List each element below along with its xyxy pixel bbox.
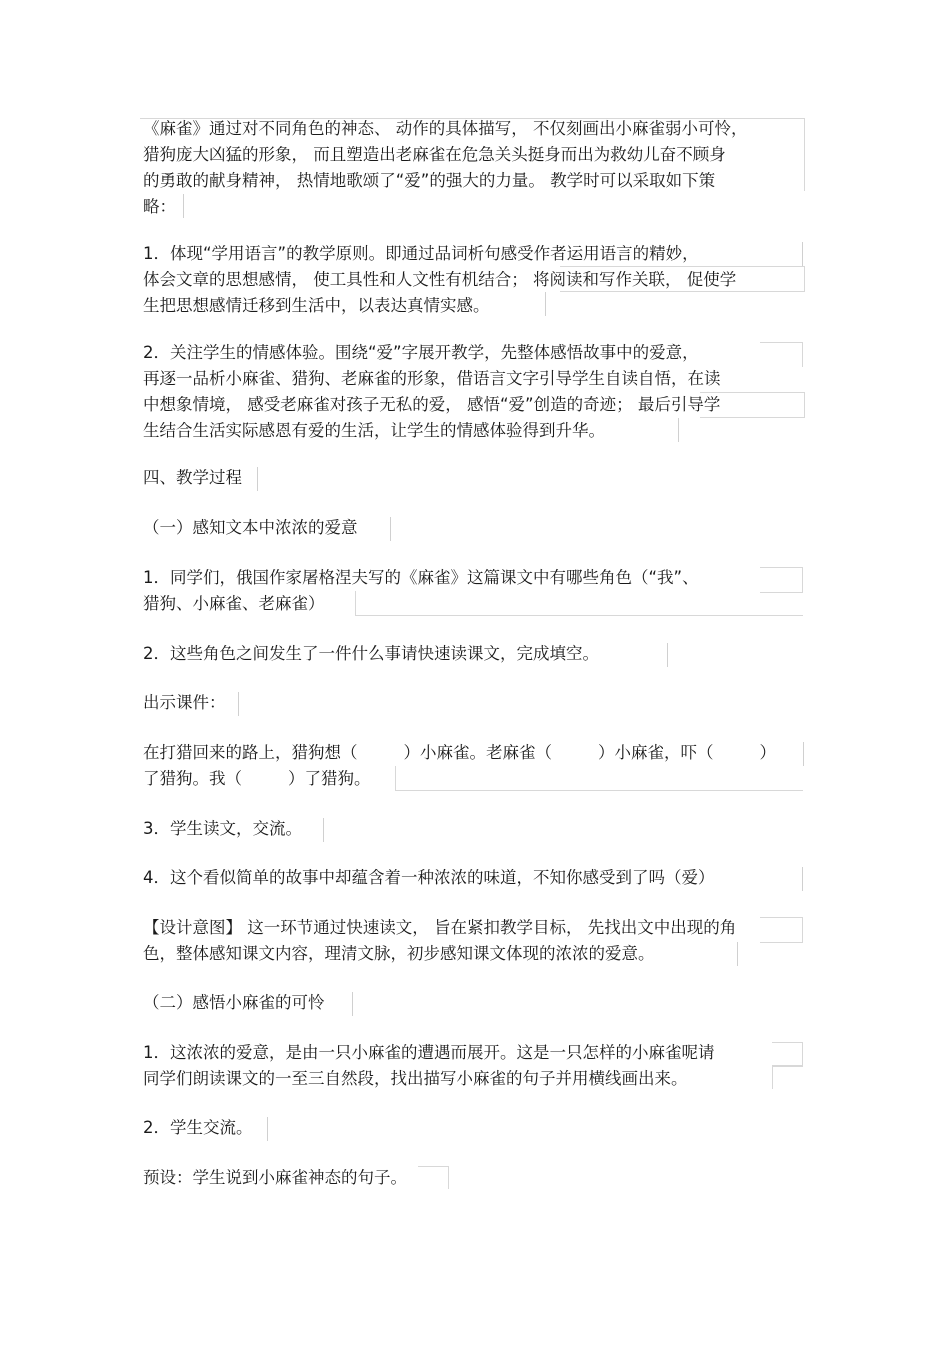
strategy-2-line-1: 2．关注学生的情感体验。围绕“爱”字展开教学，先整体感悟故事中的爱意， [143,343,699,362]
part-2-title: （二）感悟小麻雀的可怜 [143,993,325,1012]
part-1-question-2: 2．这些角色之间发生了一件什么事请快速读课文，完成填空。 [143,644,599,663]
part-1-question-1-line-1: 1．同学们，俄国作家屠格涅夫写的《麻雀》这篇课文中有哪些角色（“我”、 [143,568,699,587]
strategy-1-line-2: 体会文章的思想感情， 使工具性和人文性有机结合； 将阅读和写作关联， 促使学 [143,270,737,289]
part-1-question-3: 3．学生读文，交流。 [143,819,302,838]
strategy-2-line-3: 中想象情境， 感受老麻雀对孩子无私的爱， 感悟“爱”创造的奇迹； 最后引导学 [143,395,721,414]
section-4-title: 四、教学过程 [143,468,242,487]
strategy-2-paragraph [143,340,813,444]
part-2-question-1-line-2: 同学们朗读课文的一至三自然段，找出描写小麻雀的句子并用横线画出来。 [143,1069,688,1088]
strategy-2-line-4: 生结合生活实际感恩有爱的生活，让学生的情感体验得到升华。 [143,421,605,440]
part-1-question-1-line-2: 猎狗、小麻雀、老麻雀） [143,594,325,613]
intro-paragraph [143,116,813,220]
part-1-title: （一）感知文本中浓浓的爱意 [143,518,358,537]
design-intent-paragraph [143,915,813,967]
part-2-question-1-line-1: 1．这浓浓的爱意，是由一只小麻雀的遭遇而展开。这是一只怎样的小麻雀呢请 [143,1043,715,1062]
part-2-question-1 [143,1040,813,1092]
fill-blank-exercise [143,740,813,792]
courseware-label: 出示课件： [143,693,226,712]
strategy-1-paragraph [143,241,813,319]
intro-line-2: 猎狗庞大凶猛的形象， 而且塑造出老麻雀在危急关头挺身而出为救幼儿奋不顾身 [143,145,726,164]
strategy-1-line-3: 生把思想感情迁移到生活中，以表达真情实感。 [143,296,490,315]
preset-note: 预设：学生说到小麻雀神态的句子。 [143,1168,407,1187]
strategy-2-line-2: 再逐一品析小麻雀、猎狗、老麻雀的形象，借语言文字引导学生自读自悟，在读 [143,369,721,388]
strategy-1-line-1: 1．体现“学用语言”的教学原则。即通过品词析句感受作者运用语言的精妙， [143,244,699,263]
fill-blank-line-1: 在打猎回来的路上，猎狗想（ ）小麻雀。老麻雀（ ）小麻雀，吓（ ） [143,743,776,762]
part-1-question-1 [143,565,813,617]
part-1-question-4: 4．这个看似简单的故事中却蕴含着一种浓浓的味道，不知你感受到了吗（爱） [143,868,715,887]
intro-line-3: 的勇敢的献身精神， 热情地歌颂了“爱”的强大的力量。 教学时可以采取如下策 [143,171,716,190]
intro-line-4: 略： [143,197,176,216]
fill-blank-line-2: 了猎狗。我（ ）了猎狗。 [143,769,371,788]
intro-line-1: 《麻雀》通过对不同角色的神态、 动作的具体描写， 不仅刻画出小麻雀弱小可怜， [143,119,748,138]
design-intent-line-2: 色，整体感知课文内容，理清文脉，初步感知课文体现的浓浓的爱意。 [143,944,655,963]
part-2-question-2: 2．学生交流。 [143,1118,253,1137]
design-intent-line-1: 【设计意图】 这一环节通过快速读文， 旨在紧扣教学目标， 先找出文中出现的角 [143,918,737,937]
